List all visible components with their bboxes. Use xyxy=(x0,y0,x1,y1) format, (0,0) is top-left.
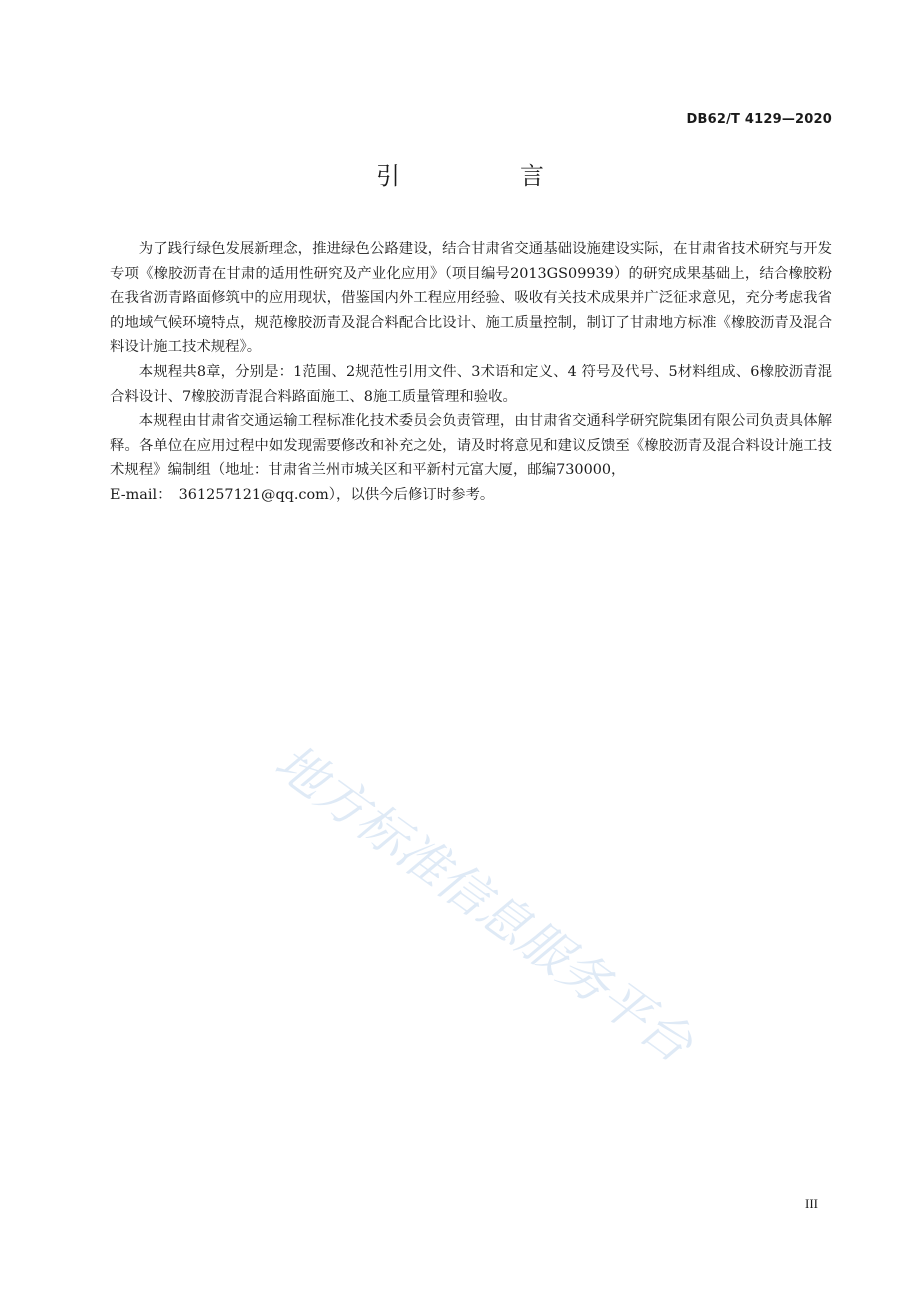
page-title: 引 言 xyxy=(376,162,592,190)
paragraph-purpose: 为了践行绿色发展新理念，推进绿色公路建设，结合甘肃省交通基础设施建设实际，在甘肃省技术研究与开发专项《橡胶沥青在甘肃的适用性研究及产业化应用》（项目编号2013GS09939）的研究成果基础上，结合橡胶粉在我省沥青路面修筑中的应用现状，借鉴国内外工程应用经验、吸收有关技术成果并广泛征求意见，充分考虑我省的地域气候环境特点，规范橡胶沥青及混合料配合比设计、施工质量控制，制订了甘肃地方标准《橡胶沥青及混合料设计施工技术规程》。 xyxy=(110,241,832,356)
paragraph-chapters: 本规程共8章，分别是：1范围、2规范性引用文件、3术语和定义、4 符号及代号、5材料组成、6橡胶沥青混合料设计、7橡胶沥青混合料路面施工、8施工质量管理和验收。 xyxy=(110,363,832,405)
document-code: DB62/T 4129—2020 xyxy=(686,112,832,127)
body-text xyxy=(110,237,832,508)
paragraph-management: 本规程由甘肃省交通运输工程标准化技术委员会负责管理，由甘肃省交通科学研究院集团有限公司负责具体解释。各单位在应用过程中如发现需要修改和补充之处，请及时将意见和建议反馈至《橡胶沥青及混合料设计施工技术规程》编制组（地址：甘肃省兰州市城关区和平新村元富大厦，邮编730000， xyxy=(110,413,832,479)
page-number: III xyxy=(805,1196,818,1211)
watermark-text: 地方标准信息服务平台 xyxy=(264,732,703,1074)
paragraph-contact-email: E-mail： 361257121@qq.com），以供今后修订时参考。 xyxy=(110,486,495,503)
